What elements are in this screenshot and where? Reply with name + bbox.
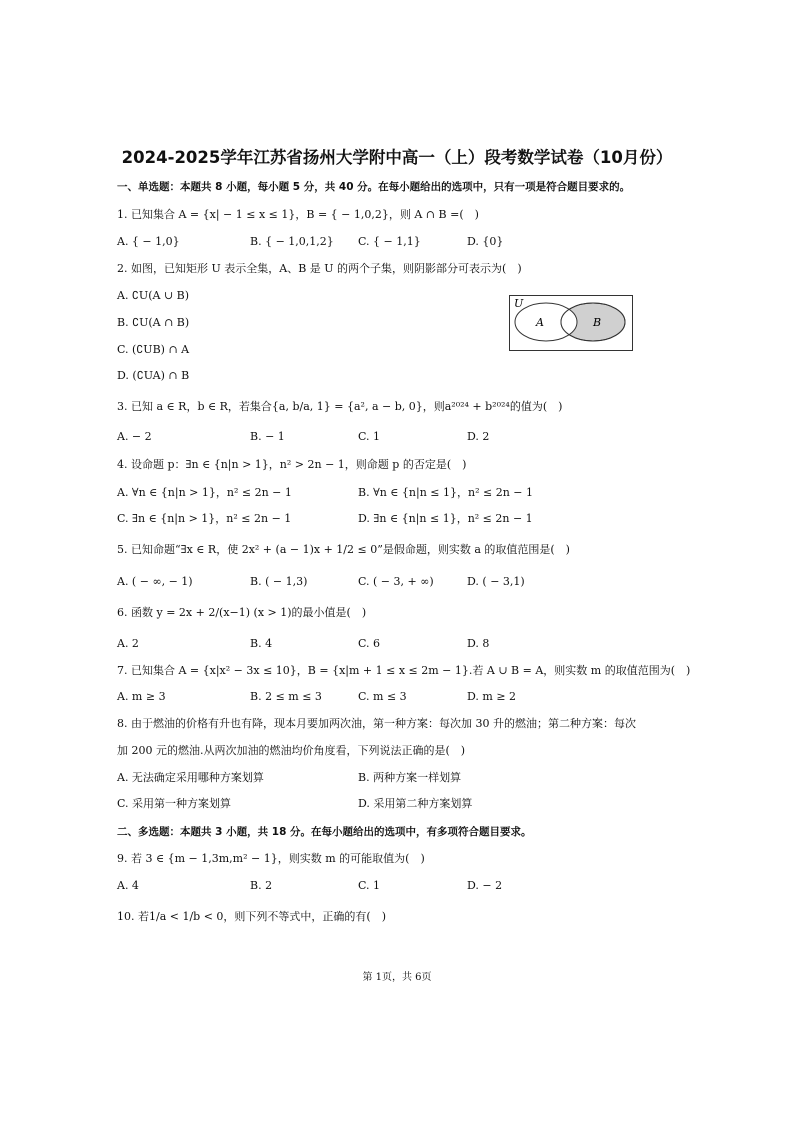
q1-option-a: A. { − 1,0} bbox=[117, 235, 180, 248]
q4-option-c: C. ∃n ∈ {n|n > 1}，n² ≤ 2n − 1 bbox=[117, 512, 292, 525]
q3-option-a: A. − 2 bbox=[117, 430, 152, 443]
section-heading-multiple: 二、多选题：本题共 3 小题，共 18 分。在每小题给出的选项中，有多项符合题目要求。 bbox=[117, 826, 532, 838]
q9-option-d: D. − 2 bbox=[467, 879, 503, 892]
q5-option-b: B. ( − 1,3) bbox=[250, 575, 308, 588]
question-9-stem: 9. 若 3 ∈ {m − 1,3m,m² − 1}，则实数 m 的可能取值为( ) bbox=[117, 852, 425, 865]
q2-option-a: A. ∁U(A ∪ B) bbox=[117, 289, 190, 302]
q8-option-b: B. 两种方案一样划算 bbox=[358, 771, 462, 784]
q5-option-a: A. ( − ∞, − 1) bbox=[117, 575, 193, 588]
q9-option-c: C. 1 bbox=[358, 879, 381, 892]
q7-option-d: D. m ≥ 2 bbox=[467, 690, 517, 703]
q6-option-d: D. 8 bbox=[467, 637, 490, 650]
q4-option-b: B. ∀n ∈ {n|n ≤ 1}，n² ≤ 2n − 1 bbox=[358, 486, 534, 499]
q7-option-a: A. m ≥ 3 bbox=[117, 690, 166, 703]
q8-option-a: A. 无法确定采用哪种方案划算 bbox=[117, 771, 264, 784]
q2-option-c: C. (∁UB) ∩ A bbox=[117, 343, 190, 356]
q4-option-d: D. ∃n ∈ {n|n ≤ 1}，n² ≤ 2n − 1 bbox=[358, 512, 533, 525]
question-6-stem: 6. 函数 y = 2x + 2/(x−1) (x > 1)的最小值是( ) bbox=[117, 606, 367, 619]
venn-diagram bbox=[509, 295, 633, 351]
q3-option-d: D. 2 bbox=[467, 430, 490, 443]
q5-option-c: C. ( − 3, + ∞) bbox=[358, 575, 434, 588]
q8-option-c: C. 采用第一种方案划算 bbox=[117, 797, 232, 810]
q9-option-b: B. 2 bbox=[250, 879, 273, 892]
q4-option-a: A. ∀n ∈ {n|n > 1}，n² ≤ 2n − 1 bbox=[117, 486, 292, 499]
label-a: A bbox=[536, 316, 544, 329]
question-7-stem: 7. 已知集合 A = {x|x² − 3x ≤ 10}，B = {x|m + 1 ≤ x ≤ 2m − 1}.若 A ∪ B = A，则实数 m 的取值范围为( ) bbox=[117, 664, 691, 677]
section-heading-single: 一、单选题：本题共 8 小题，每小题 5 分，共 40 分。在每小题给出的选项中，只有一项是符合题目要求的。 bbox=[117, 181, 631, 193]
q2-option-b: B. ∁U(A ∩ B) bbox=[117, 316, 190, 329]
q5-option-d: D. ( − 3,1) bbox=[467, 575, 525, 588]
q7-option-b: B. 2 ≤ m ≤ 3 bbox=[250, 690, 322, 703]
label-b: B bbox=[593, 316, 602, 329]
q3-option-c: C. 1 bbox=[358, 430, 381, 443]
q1-option-b: B. { − 1,0,1,2} bbox=[250, 235, 334, 248]
question-8-stem-line2: 加 200 元的燃油.从两次加油的燃油均价角度看，下列说法正确的是( ) bbox=[117, 744, 466, 757]
question-5-stem: 5. 已知命题“∃x ∈ R，使 2x² + (a − 1)x + 1/2 ≤ 0”是假命题，则实数 a 的取值范围是( ) bbox=[117, 543, 570, 556]
q1-option-c: C. { − 1,1} bbox=[358, 235, 421, 248]
question-2-stem: 2. 如图，已知矩形 U 表示全集，A、B 是 U 的两个子集，则阴影部分可表示为( ) bbox=[117, 262, 522, 275]
question-10-stem: 10. 若1/a < 1/b < 0，则下列不等式中，正确的有( ) bbox=[117, 910, 386, 923]
page-title: 2024-2025学年江苏省扬州大学附中高一（上）段考数学试卷（10月份） bbox=[121, 148, 673, 167]
q1-option-d: D. {0} bbox=[467, 235, 504, 248]
q6-option-c: C. 6 bbox=[358, 637, 381, 650]
page-footer: 第 1页，共 6页 bbox=[362, 972, 432, 983]
q7-option-c: C. m ≤ 3 bbox=[358, 690, 407, 703]
question-4-stem: 4. 设命题 p：∃n ∈ {n|n > 1}，n² > 2n − 1，则命题 p 的否定是( ) bbox=[117, 458, 467, 471]
question-3-stem: 3. 已知 a ∈ R，b ∈ R，若集合{a, b/a, 1} = {a², a − b, 0}，则a²⁰²⁴ + b²⁰²⁴的值为( ) bbox=[117, 400, 563, 413]
q9-option-a: A. 4 bbox=[117, 879, 139, 892]
question-8-stem: 8. 由于燃油的价格有升也有降，现本月要加两次油，第一种方案：每次加 30 升的燃油；第二种方案：每次 bbox=[117, 717, 636, 730]
q2-option-d: D. (∁UA) ∩ B bbox=[117, 369, 190, 382]
q8-option-d: D. 采用第二种方案划算 bbox=[358, 797, 473, 810]
question-1-stem: 1. 已知集合 A = {x| − 1 ≤ x ≤ 1}，B = { − 1,0,2}，则 A ∩ B =( ) bbox=[117, 208, 479, 221]
q6-option-b: B. 4 bbox=[250, 637, 273, 650]
label-u: U bbox=[514, 297, 524, 310]
q6-option-a: A. 2 bbox=[117, 637, 139, 650]
q3-option-b: B. − 1 bbox=[250, 430, 285, 443]
